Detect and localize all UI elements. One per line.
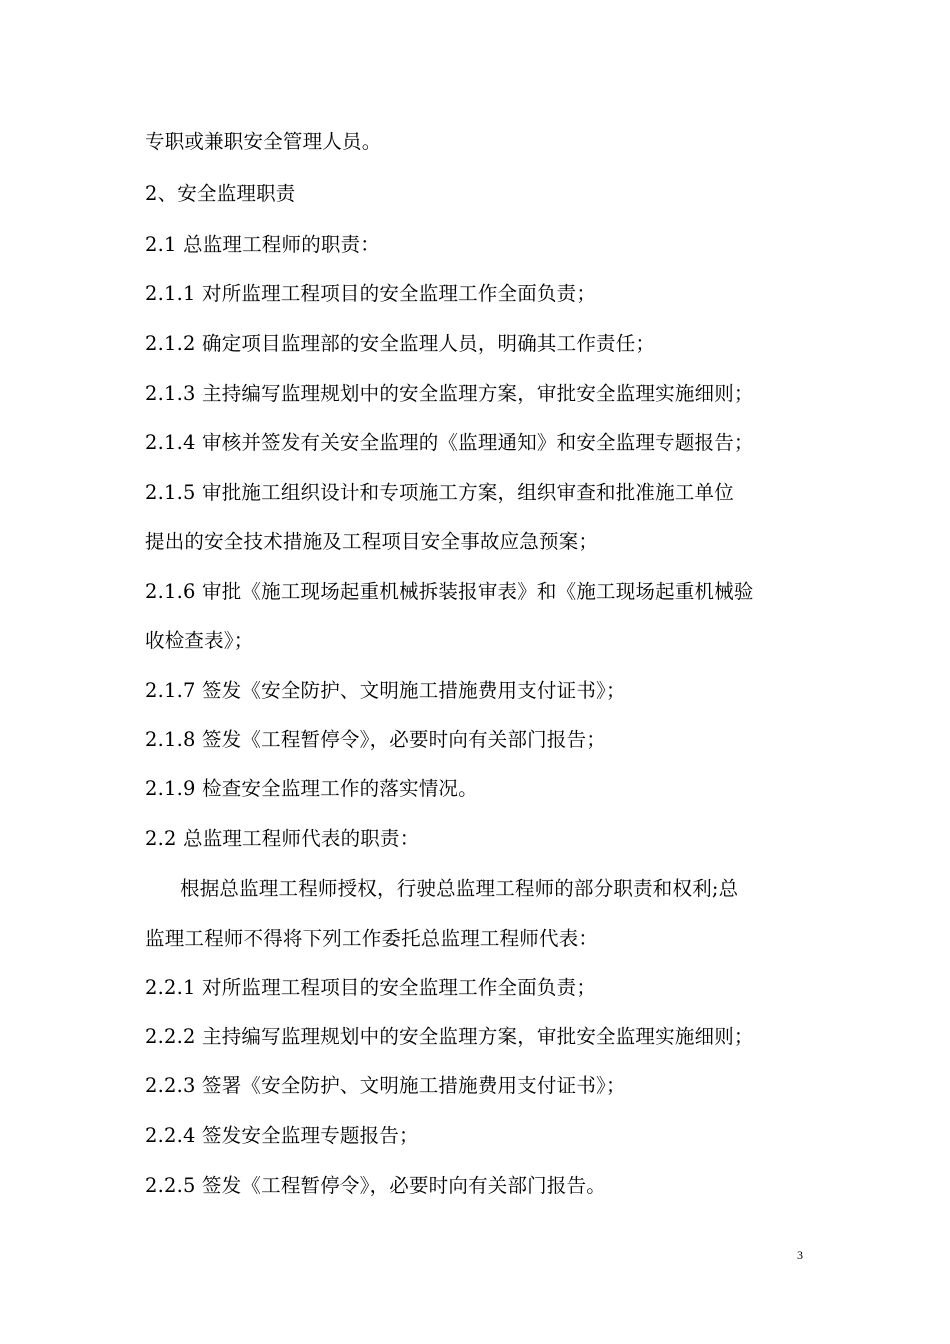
text-line: 2.1.1 对所监理工程项目的安全监理工作全面负责； [145, 282, 597, 305]
text-line: 2.1.6 审批《施工现场起重机械拆装报审表》和《施工现场起重机械验 [145, 580, 754, 603]
text-line: 监理工程师不得将下列工作委托总监理工程师代表： [145, 927, 599, 950]
section-heading: 2、安全监理职责 [145, 182, 296, 205]
text-line: 2.2.4 签发安全监理专题报告； [145, 1124, 419, 1147]
text-line: 2.2.1 对所监理工程项目的安全监理工作全面负责； [145, 976, 597, 999]
text-line: 2.1.2 确定项目监理部的安全监理人员，明确其工作责任； [145, 332, 656, 355]
text-line: 2.2.2 主持编写监理规划中的安全监理方案，审批安全监理实施细则； [145, 1025, 754, 1048]
subsection-heading: 2.1 总监理工程师的职责： [145, 233, 381, 256]
subsection-heading: 2.2 总监理工程师代表的职责： [145, 827, 420, 850]
page-number: 3 [797, 1248, 803, 1262]
text-line: 2.1.4 审核并签发有关安全监理的《监理通知》和安全监理专题报告； [145, 431, 754, 454]
text-line: 根据总监理工程师授权，行驶总监理工程师的部分职责和权利;总 [180, 877, 739, 900]
text-line: 2.1.9 检查安全监理工作的落实情况。 [145, 777, 478, 800]
text-line: 2.1.5 审批施工组织设计和专项施工方案，组织审查和批准施工单位 [145, 481, 734, 504]
text-line: 收检查表》； [145, 629, 254, 652]
text-line: 2.1.8 签发《工程暂停令》，必要时向有关部门报告； [145, 728, 606, 751]
text-line: 提出的安全技术措施及工程项目安全事故应急预案； [145, 530, 599, 553]
text-line: 2.2.5 签发《工程暂停令》，必要时向有关部门报告。 [145, 1174, 606, 1197]
text-line: 2.1.3 主持编写监理规划中的安全监理方案，审批安全监理实施细则； [145, 382, 754, 405]
text-line: 2.1.7 签发《安全防护、文明施工措施费用支付证书》； [145, 679, 626, 702]
text-line: 2.2.3 签署《安全防护、文明施工措施费用支付证书》； [145, 1074, 626, 1097]
text-line: 专职或兼职安全管理人员。 [145, 130, 382, 153]
